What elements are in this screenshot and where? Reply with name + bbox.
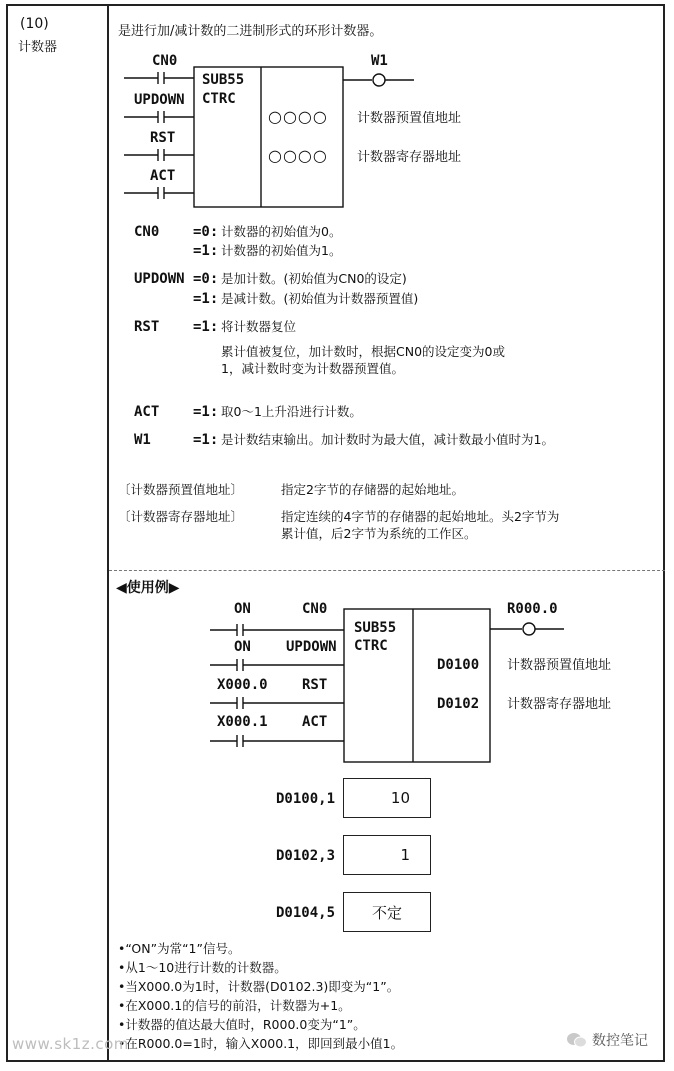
d1-input-cn0: CN0 [152, 53, 178, 69]
def-rst-note2: 1，减计数时变为计数器预置值。 [221, 361, 404, 376]
def-cn0-v1: =1: [193, 243, 219, 259]
def-preset-label: 〔计数器预置值地址〕 [118, 482, 244, 497]
def-w1-v1: =1: [193, 432, 219, 448]
def-cn0-t1: 计数器的初始值为1。 [221, 243, 342, 258]
ex-param2: D0102 [437, 696, 480, 712]
ex-contact-on1: ON [234, 601, 251, 617]
ex-param1: D0100 [437, 657, 480, 673]
def-w1-t1: 是计数结束输出。加计数时为最大值，减计数最小值时为1。 [221, 432, 554, 447]
ex-contact-x0001: X000.1 [217, 714, 268, 730]
def-rst-note1: 累计值被复位，加计数时，根据CN0的设定变为0或 [221, 344, 505, 359]
note-4: •在X000.1的信号的前沿，计数器为+1。 [118, 998, 351, 1013]
def-cn0-t0: 计数器的初始值为0。 [221, 224, 342, 239]
watermark-right: 数控笔记 [592, 1033, 648, 1049]
note-3: •当X000.0为1时，计数器(D0102.3)即变为“1”。 [118, 979, 400, 994]
def-act-v1: =1: [193, 404, 219, 420]
def-updown-label: UPDOWN [134, 271, 185, 287]
note-6: •在R000.0=1时，输入X000.1，即回到最小值1。 [118, 1036, 404, 1051]
ex-param2-desc: 计数器寄存器地址 [507, 697, 612, 712]
d1-output-w1: W1 [371, 53, 388, 69]
d1-input-rst: RST [150, 130, 176, 146]
def-updown-t1: 是减计数。(初始值为计数器预置值) [221, 291, 419, 306]
def-w1-label: W1 [134, 432, 151, 448]
d1-param2: ○○○○ [268, 146, 328, 165]
def-preset-text: 指定2字节的存储器的起始地址。 [281, 482, 464, 497]
reg-label-2: D0102,3 [276, 848, 336, 864]
def-rst-label: RST [134, 319, 160, 335]
reg-label-1: D0100,1 [276, 791, 336, 807]
d1-input-updown: UPDOWN [134, 92, 185, 108]
def-updown-t0: 是加计数。(初始值为CN0的设定) [221, 271, 407, 286]
def-cn0-label: CN0 [134, 224, 160, 240]
ex-input-act: ACT [302, 714, 328, 730]
ex-func-name: CTRC [354, 638, 388, 654]
d1-input-act: ACT [150, 168, 176, 184]
def-reg-label: 〔计数器寄存器地址〕 [118, 509, 244, 524]
section-number: (10) [20, 16, 49, 32]
ex-func-sub: SUB55 [354, 620, 397, 636]
ex-input-updown: UPDOWN [286, 639, 337, 655]
def-act-t1: 取0～1上升沿进行计数。 [221, 404, 362, 419]
reg-value-2: 1 [343, 835, 431, 875]
d1-param1: ○○○○ [268, 107, 328, 126]
wechat-icon [566, 1031, 588, 1049]
watermark-left: www.sk1z.com [12, 1035, 129, 1053]
ex-contact-on2: ON [234, 639, 251, 655]
def-act-label: ACT [134, 404, 160, 420]
reg-value-3: 不定 [343, 892, 431, 932]
ex-input-rst: RST [302, 677, 328, 693]
intro-text: 是进行加/减计数的二进制形式的环形计数器。 [118, 24, 383, 39]
d1-func-sub: SUB55 [202, 72, 245, 88]
def-rst-v1: =1: [193, 319, 219, 335]
def-reg-text1: 指定连续的4字节的存储器的起始地址。头2字节为 [281, 509, 560, 524]
section-name: 计数器 [18, 40, 58, 55]
def-cn0-v0: =0: [193, 224, 219, 240]
example-title: ◀使用例▶ [116, 580, 180, 596]
note-1: •“ON”为常“1”信号。 [118, 941, 241, 956]
def-updown-v0: =0: [193, 271, 219, 287]
def-reg-text2: 累计值，后2字节为系统的工作区。 [281, 526, 477, 541]
reg-value-1: 10 [343, 778, 431, 818]
note-5: •计数器的值达最大值时，R000.0变为“1”。 [118, 1017, 366, 1032]
d1-func-name: CTRC [202, 91, 236, 107]
reg-label-3: D0104,5 [276, 905, 336, 921]
note-2: •从1～10进行计数的计数器。 [118, 960, 287, 975]
ex-output: R000.0 [507, 601, 558, 617]
ex-contact-x0000: X000.0 [217, 677, 268, 693]
def-rst-t1: 将计数器复位 [221, 319, 297, 334]
ex-param1-desc: 计数器预置值地址 [507, 658, 612, 673]
def-updown-v1: =1: [193, 291, 219, 307]
d1-param2-desc: 计数器寄存器地址 [357, 150, 462, 165]
ex-input-cn0: CN0 [302, 601, 328, 617]
d1-param1-desc: 计数器预置值地址 [357, 111, 462, 126]
